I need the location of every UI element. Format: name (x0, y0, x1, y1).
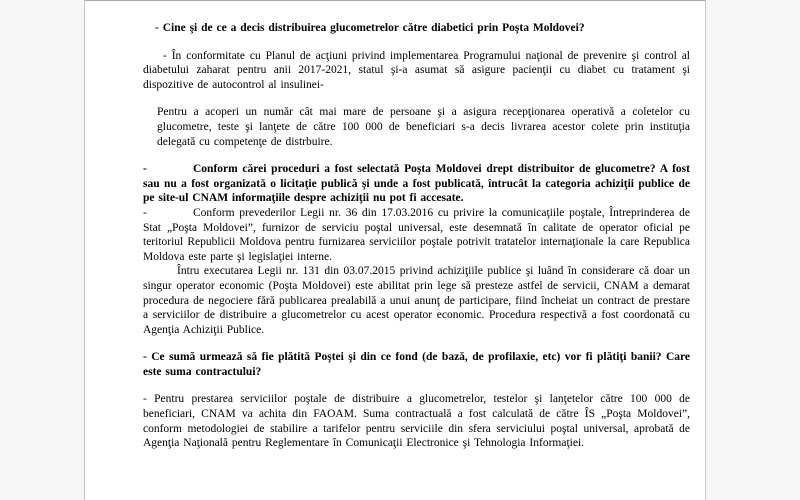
list-dash: - (143, 163, 147, 176)
answer-law-36 (143, 206, 690, 264)
list-dash: - (143, 206, 147, 219)
answer-national-program: - În conformitate cu Planul de acţiuni privind implementarea Programului naţional de prevenire şi control al diabetului zaharat pentru anii 2017-2021, statul şi-a asumat să asigure pacienţii cu diabet cu tratament şi dispozitive de autocontrol al insulinei- (143, 49, 690, 91)
answer-faoam: - Pentru prestarea serviciilor poştale de distribuire a glucometrelor, testelor şi lanţetelor către 100 000 de beneficiari, CNAM va achita din FAOAM. Suma contractuală a fost calculată de către ÎS „Poşta Moldovei”, conform metodologiei de stabilire a tarifelor pentru serviciile din sfera serviciului poştal universal, aprobată de Agenţia Naţională pentru Reglementare în Comunicaţii Electronice şi Tehnologia Informaţiei. (143, 393, 690, 450)
answer-law-36-text: Conform prevederilor Legii nr. 36 din 17.03.2016 cu privire la comunicaţiile poştale, Întreprinderea de Stat „Poşta Moldovei”, furnizor de serviciu poştal universal, este desemnată în calitate de operator oficial pe teritoriul Republicii Moldova pentru furnizarea serviciilor poştale potrivit tratatelor internaţionale la care Republica Moldova este parte şi legislaţiei interne. (143, 206, 690, 263)
question-who-decided: - Cine şi de ce a decis distribuirea glucometrelor către diabetici prin Poşta Moldovei? (155, 22, 585, 34)
answer-coverage: Pentru a acoperi un număr cât mai mare de persoane şi a asigura recepţionarea operativă a coletelor cu glucometre, teste şi lanţete de către 100 000 de beneficiari s-a decis livrarea acestor colete prin instituţia delegată cu competenţe de distrbuire. (157, 106, 690, 148)
document-content (85, 1, 705, 500)
question-payment: - Ce sumă urmează să fie plătită Poştei şi din ce fond (de bază, de profilaxie, etc) vor fi plătiţi banii? Care este suma contractului? (143, 351, 690, 378)
document-page (84, 0, 706, 500)
question-procedure (143, 162, 690, 206)
question-procedure-text: Conform cărei proceduri a fost selectată Poşta Moldovei drept distribuitor de glucometre? A fost sau nu a fost organizată o licitaţie publică şi unde a fost publicată, întrucât la categoria achiziţii publice de pe site-ul CNAM informaţiile despre achiziţii nu pot fi accesate. (143, 163, 690, 205)
answer-law-131: Întru executarea Legii nr. 131 din 03.07.2015 privind achiziţiile publice şi luând în considerare că doar un singur operator economic (Poşta Moldovei) este abilitat prin lege să presteze astfel de servicii, CNAM a demarat procedura de negociere fără publicarea prealabilă a unui anunţ de participare, fiind încheiat un contract de prestare a serviciilor de distribuire a glucometrelor cu acest operator economic. Procedura respectivă a fost coordonată cu Agenţia Achiziţii Publice. (143, 265, 690, 336)
